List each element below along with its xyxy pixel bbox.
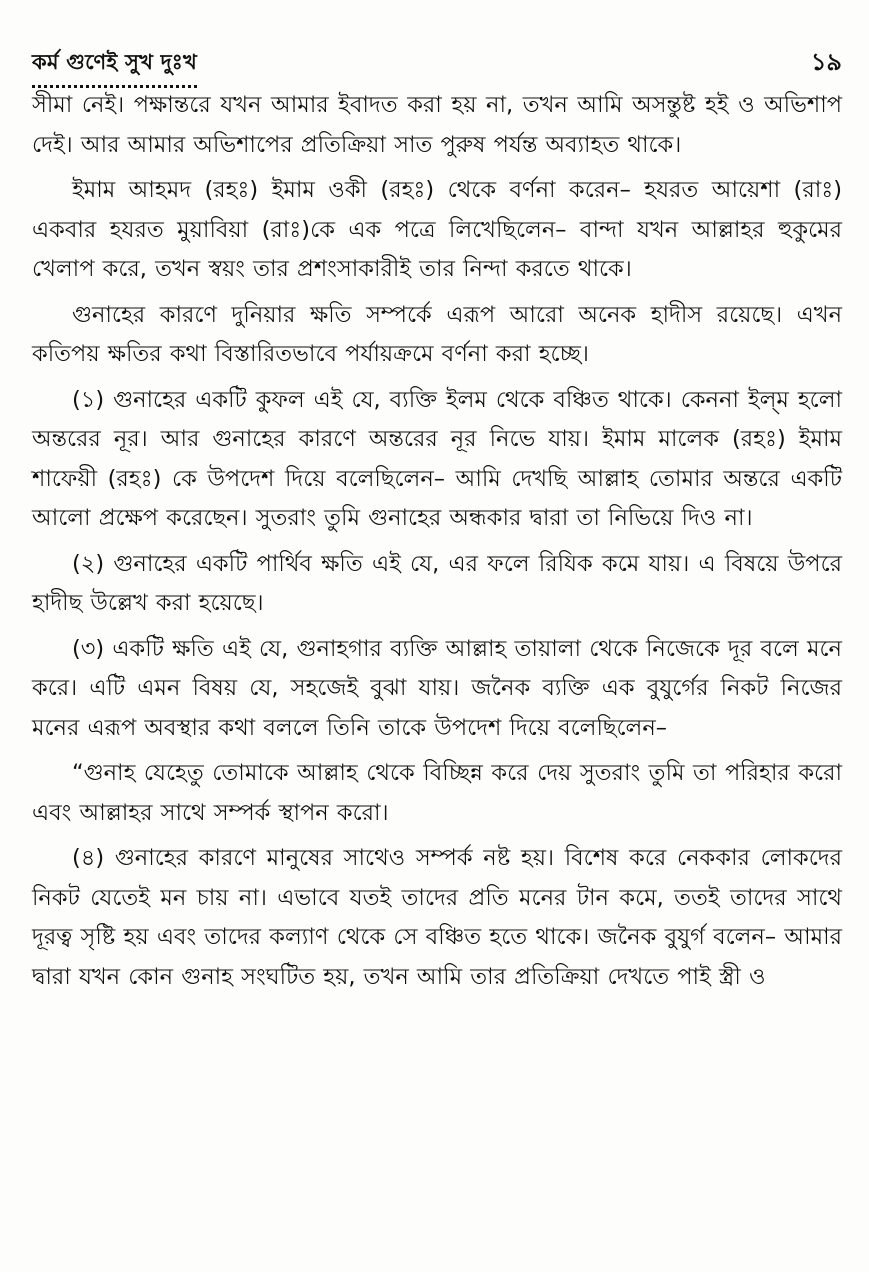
paragraph-intro-harms: গুনাহের কারণে দুনিয়ার ক্ষতি সম্পর্কে এরূপ আরো অনেক হাদীস রয়েছে। এখন কতিপয় ক্ষতির কথা বিস্তারিতভাবে পর্যায়ক্রমে বর্ণনা করা হচ্ছে।	[32, 301, 842, 367]
running-title: কর্ম গুণেই সুখ দুঃখ	[32, 46, 197, 88]
paragraph-harm-4: (৪) গুনাহের কারণে মানুষের সাথেও সম্পর্ক নষ্ট হয়। বিশেষ করে নেককার লোকদের নিকট যেতেই মন চায় না। এভাবে যতই তাদের প্রতি মনের টান কমে, ততই তাদের সাথে দূরত্ব সৃষ্টি হয় এবং তাদের কল্যাণ থেকে সে বঞ্চিত হতে থাকে। জনৈক বুযুর্গ বলেন– আমার দ্বারা যখন কোন গুনাহ সংঘটিত হয়, তখন আমি তার প্রতিক্রিয়া দেখতে পাই স্ত্রী ও	[32, 845, 842, 990]
paragraph-quote: “গুনাহ যেহেতু তোমাকে আল্লাহ থেকে বিচ্ছিন্ন করে দেয় সুতরাং তুমি তা পরিহার করো এবং আল্লাহর সাথে সম্পর্ক স্থাপন করো।	[32, 760, 842, 826]
paragraph-harm-1: (১) গুনাহের একটি কুফল এই যে, ব্যক্তি ইলম থেকে বঞ্চিত থাকে। কেননা ইল্‌ম হলো অন্তরের নূর। আর গুনাহের কারণে অন্তরের নূর নিভে যায়। ইমাম মালেক (রহঃ) ইমাম শাফেয়ী (রহঃ) কে উপদেশ দিয়ে বলেছিলেন– আমি দেখছি আল্লাহ তোমার অন্তরে একটি আলো প্রক্ষেপ করেছেন। সুতরাং তুমি গুনাহের অন্ধকার দ্বারা তা নিভিয়ে দিও না।	[32, 386, 842, 531]
running-header	[32, 44, 842, 84]
paragraph-harm-2: (২) গুনাহের একটি পার্থিব ক্ষতি এই যে, এর ফলে রিযিক কমে যায়। এ বিষয়ে উপরে হাদীছ উল্লেখ করা হয়েছে।	[32, 550, 842, 616]
page-number: ১৯	[810, 48, 842, 76]
body-text	[32, 86, 842, 1003]
paragraph-harm-3: (৩) একটি ক্ষতি এই যে, গুনাহগার ব্যক্তি আল্লাহ তায়ালা থেকে নিজেকে দূর বলে মনে করে। এটি এমন বিষয় যে, সহজেই বুঝা যায়। জনৈক ব্যক্তি এক বুযুর্গের নিকট নিজের মনের এরূপ অবস্থার কথা বললে তিনি তাকে উপদেশ দিয়ে বলেছিলেন–	[32, 635, 842, 741]
paragraph-continuation: সীমা নেই। পক্ষান্তরে যখন আমার ইবাদত করা হয় না, তখন আমি অসন্তুষ্ট হই ও অভিশাপ দেই। আর আমার অভিশাপের প্রতিক্রিয়া সাত পুরুষ পর্যন্ত অব্যাহত থাকে।	[32, 92, 842, 158]
paragraph-ayesha-letter: ইমাম আহমদ (রহঃ) ইমাম ওকী (রহঃ) থেকে বর্ণনা করেন– হযরত আয়েশা (রাঃ) একবার হযরত মুয়াবিয়া (রাঃ)কে এক পত্রে লিখেছিলেন– বান্দা যখন আল্লাহর হুকুমের খেলাপ করে, তখন স্বয়ং তার প্রশংসাকারীই তার নিন্দা করতে থাকে।	[32, 177, 842, 282]
